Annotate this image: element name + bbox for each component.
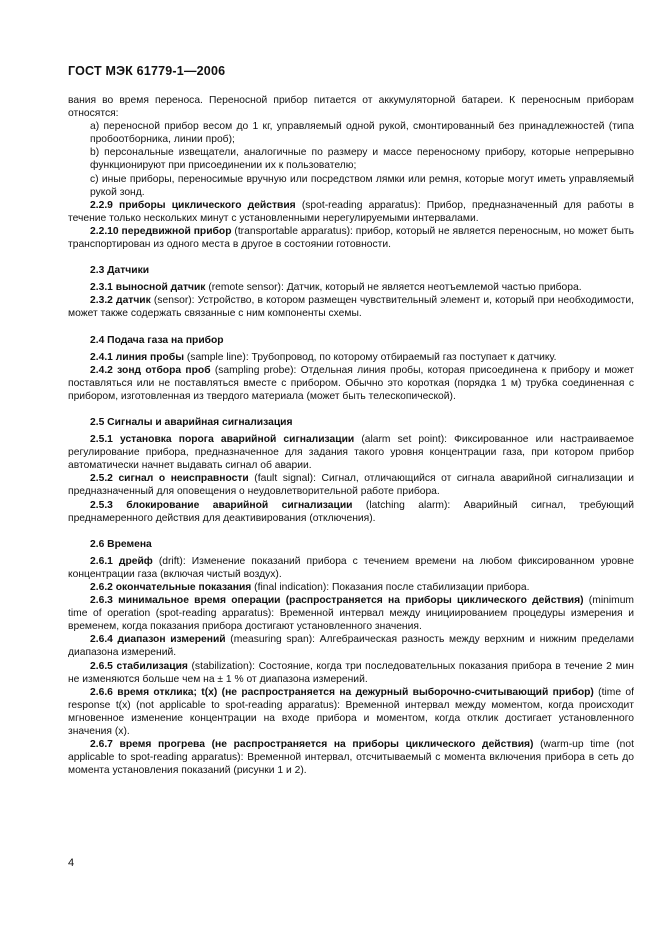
intro-paragraph: вания во время переноса. Переносной прибор питается от аккумуляторной батареи. К переносным приборам относятся: (68, 95, 634, 120)
document-title: ГОСТ МЭК 61779-1—2006 (68, 64, 226, 78)
term-2-5-1 (68, 433, 634, 472)
term-title: 2.4.2 зонд отбора проб (90, 364, 211, 376)
section-heading-2-6: 2.6 Времена (90, 538, 152, 550)
term-definition: (remote sensor): Датчик, который не является неотъемлемой частью прибора. (205, 282, 582, 294)
term-2-4-1 (68, 351, 634, 364)
term-title: 2.6.6 время отклика; t(x) (не распространяется на дежурный выборочно-считывающий прибор) (90, 686, 594, 698)
term-definition: (latching alarm): Аварийный сигнал, требующий преднамеренного действия для деактивирования (отключения). (68, 499, 634, 524)
section-heading-2-4: 2.4 Подача газа на прибор (90, 334, 224, 346)
term-2-5-3 (68, 499, 634, 525)
term-title: 2.5.3 блокирование аварийной сигнализации (90, 499, 353, 511)
term-title: 2.3.2 датчик (90, 295, 151, 307)
term-definition: (time of response t(x) (not applicable to spot-reading apparatus): Временной интервал между моментом, когда происходит мгновенное изменение концентрации на входе прибора и моментом, когда отклик достигает установленного значения (x). (68, 686, 634, 738)
term-title: 2.5.2 сигнал о неисправности (90, 473, 249, 485)
list-item-b: b) персональные извещатели, аналогичные по размеру и массе переносному прибору, которые непрерывно функционируют при присоединении их к пользователю; (90, 147, 634, 172)
term-title: 2.6.1 дрейф (90, 555, 153, 567)
term-title: 2.5.1 установка порога аварийной сигнализации (90, 434, 355, 446)
term-title: 2.6.5 стабилизация (90, 660, 188, 672)
term-title: 2.4.1 линия пробы (90, 351, 185, 363)
term-title: 2.6.3 минимальное время операции (распространяется на приборы циклического действия) (90, 595, 584, 607)
term-2-2-9 (68, 199, 634, 225)
term-definition: (warm-up time (not applicable to spot-reading apparatus): Временной интервал, отсчитываемый с момента включения прибора в сеть до момента установления показаний (рисунки 1 и 2). (68, 739, 634, 777)
list-item-c: c) иные приборы, переносимые вручную или посредством лямки или ремня, которые могут иметь управляемый рукой зонд. (90, 173, 634, 198)
term-2-6-5 (68, 660, 634, 686)
section-heading-2-3: 2.3 Датчики (90, 265, 150, 277)
term-2-6-7 (68, 738, 634, 777)
term-definition: (measuring span): Алгебраическая разность между верхним и нижним пределами диапазона измерений. (68, 634, 634, 659)
term-2-3-1 (68, 281, 634, 294)
term-definition: (drift): Изменение показаний прибора с течением времени на любом фиксированном уровне концентрации газа (включая чистый воздух). (68, 555, 634, 580)
term-title: 2.6.4 диапазон измерений (90, 634, 226, 646)
term-2-6-6 (68, 686, 634, 738)
term-definition: (fault signal): Сигнал, отличающийся от сигнала аварийной сигнализации и предназначенный для оповещения о неудовлетворительной работе прибора. (68, 473, 634, 498)
term-2-4-2 (68, 364, 634, 403)
term-definition: (final indication): Показания после стабилизации прибора. (251, 582, 530, 593)
page-number: 4 (68, 857, 75, 869)
term-title: 2.3.1 выносной датчик (90, 282, 206, 294)
term-2-6-3 (68, 594, 634, 633)
list-item-a: a) переносной прибор весом до 1 кг, управляемый одной рукой, смонтированный без принадлежностей (типа пробоотборника, линии проб); (90, 121, 634, 146)
term-2-2-10 (68, 225, 634, 251)
term-title: 2.6.7 время прогрева (не распространяется на приборы циклического действия) (90, 739, 534, 751)
term-title: 2.2.10 передвижной прибор (90, 225, 232, 237)
document-body (68, 94, 634, 777)
term-2-3-2 (68, 294, 634, 320)
term-title: 2.2.9 приборы циклического действия (90, 199, 296, 211)
term-definition: (transportable apparatus): прибор, который не является переносным, но может быть транспортирован из одного места в другое в состоянии готовности. (68, 225, 634, 251)
term-2-5-2 (68, 472, 634, 498)
term-definition: (minimum time of operation (spot-reading apparatus): Временной интервал между инициированием процедуры измерения и временем, когда показания прибора достигают установленного значения. (68, 595, 635, 633)
term-definition: (sensor): Устройство, в котором размещен чувствительный элемент и, который при необходимости, может также содержать связанные с ним компоненты схемы. (68, 295, 634, 320)
term-definition: (sampling probe): Отдельная линия пробы, которая присоединена к прибору и может поставляться или не поставляться вместе с прибором. Обычно это короткая (порядка 1 м) трубка соединенная с прибором, изготовленная из твердого материала (может быть телескопической). (68, 364, 635, 402)
term-definition: (alarm set point): Фиксированное или настраиваемое регулирование прибора, предназначенное для задания такого уровня концентрации газа, при котором прибор автоматически начнет выдавать сигнал об аварии. (68, 434, 634, 472)
term-2-6-2 (68, 581, 634, 594)
term-definition: (sample line): Трубопровод, по которому отбираемый газ поступает к датчику. (184, 351, 557, 363)
term-title: 2.6.2 окончательные показания (90, 582, 252, 593)
term-definition: (spot-reading apparatus): Прибор, предназначенный для работы в течение только нескольких минут с установленными нерегулируемыми интервалами. (68, 199, 634, 224)
term-2-6-4 (68, 633, 634, 659)
term-definition: (stabilization): Состояние, когда три последовательных показания прибора в течение 2 мин не изменяются больше чем на ± 1 % от диапазона измерений. (68, 660, 634, 685)
term-2-6-1 (68, 555, 634, 581)
section-heading-2-5: 2.5 Сигналы и аварийная сигнализация (90, 416, 293, 428)
